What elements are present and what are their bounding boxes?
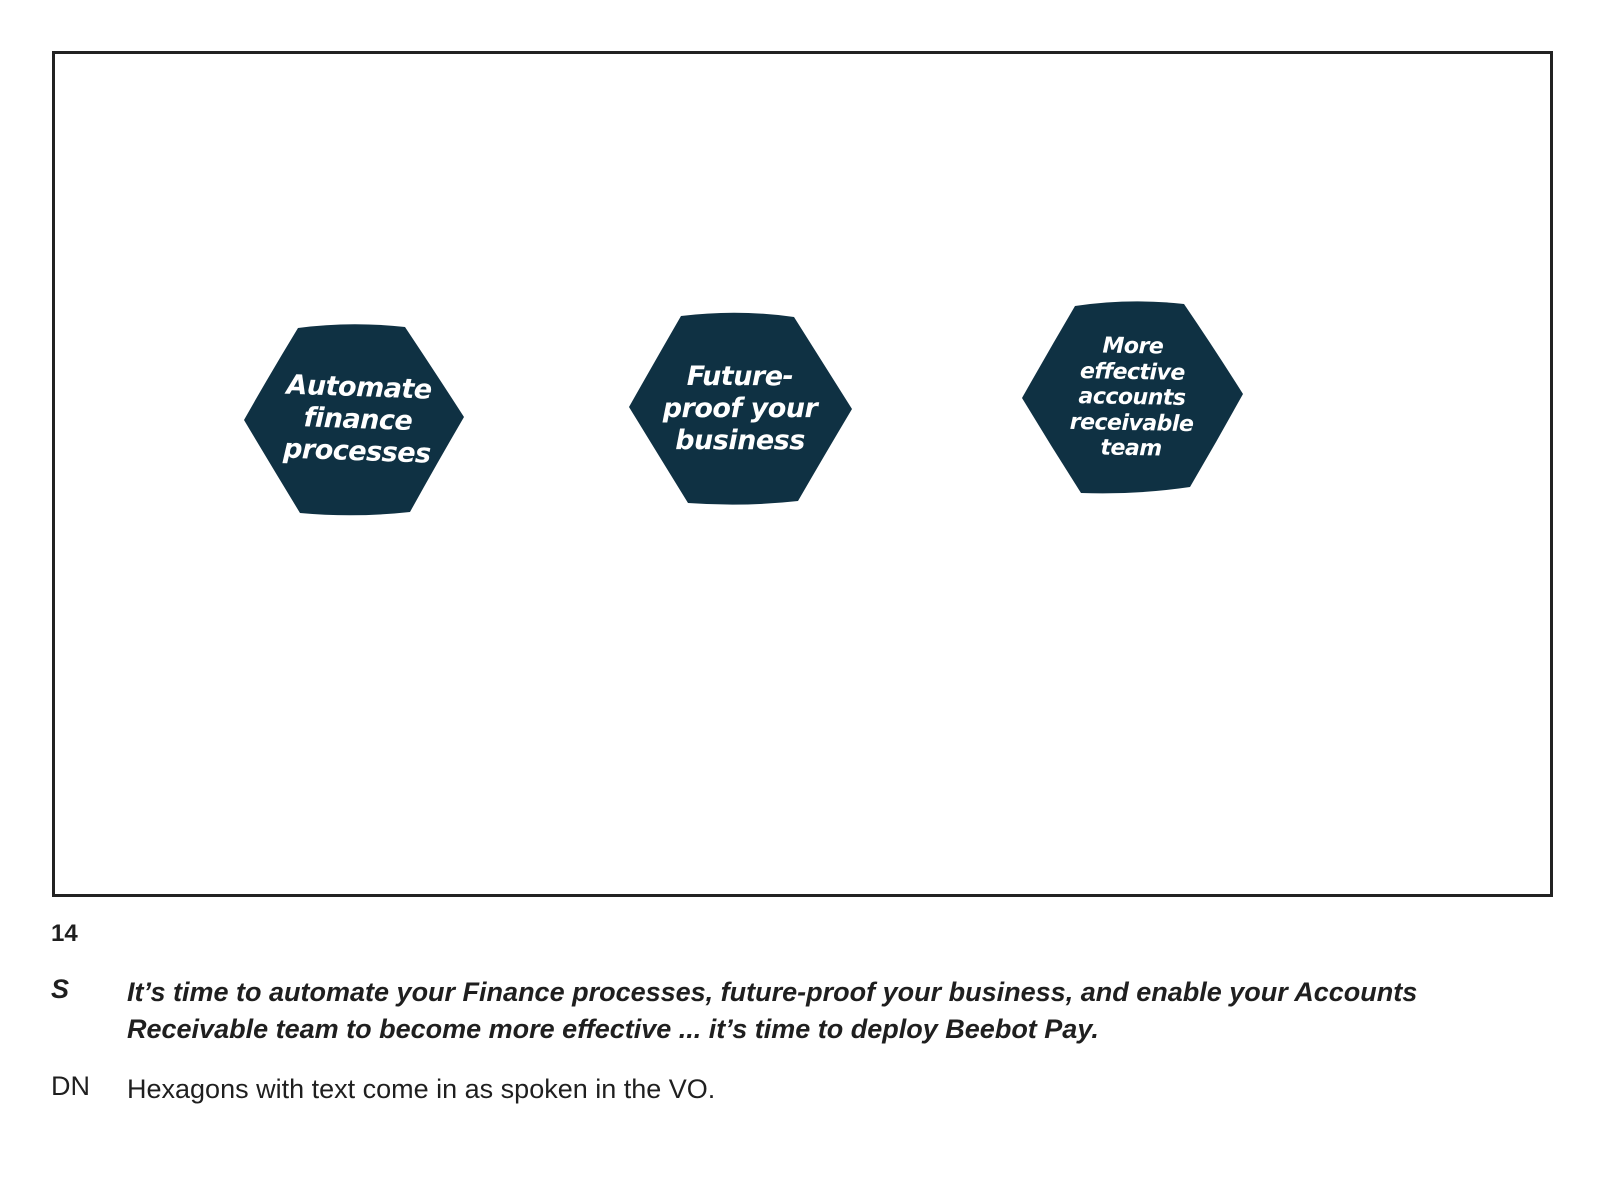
hexagon-line: Automate [286, 369, 433, 406]
direction-text: Hexagons with text come in as spoken in the VO. [127, 1074, 716, 1104]
hexagon-future-proof [626, 311, 854, 507]
hexagon-line: business [675, 424, 805, 456]
script-key: S [51, 974, 70, 1004]
hexagon-automate-finance [240, 322, 468, 518]
script-text: It’s time to automate your Finance processes, future-proof your business, and enable your Accounts Receivable team to become more effective ... it’s time to deploy Beebot Pay. [127, 977, 1418, 1044]
hexagon-line: More [1102, 333, 1164, 360]
hexagon-line: processes [282, 433, 432, 470]
hexagon-line: receivable [1069, 409, 1194, 437]
direction-row [51, 1071, 715, 1108]
direction-key: DN [51, 1071, 90, 1101]
hexagon-text [237, 318, 472, 522]
scene-number: 14 [51, 920, 78, 947]
hexagon-line: accounts [1078, 384, 1186, 412]
hexagon-line: proof your [662, 393, 818, 425]
hexagon-text [1016, 298, 1247, 498]
script-row [51, 974, 1557, 1048]
hexagon-line: Future- [686, 361, 794, 393]
hexagon-text [626, 311, 854, 507]
hexagon-effective-team [1018, 300, 1246, 496]
hexagon-line: finance [303, 402, 413, 438]
hexagon-line: effective [1079, 358, 1186, 386]
hexagon-line: team [1100, 435, 1162, 462]
